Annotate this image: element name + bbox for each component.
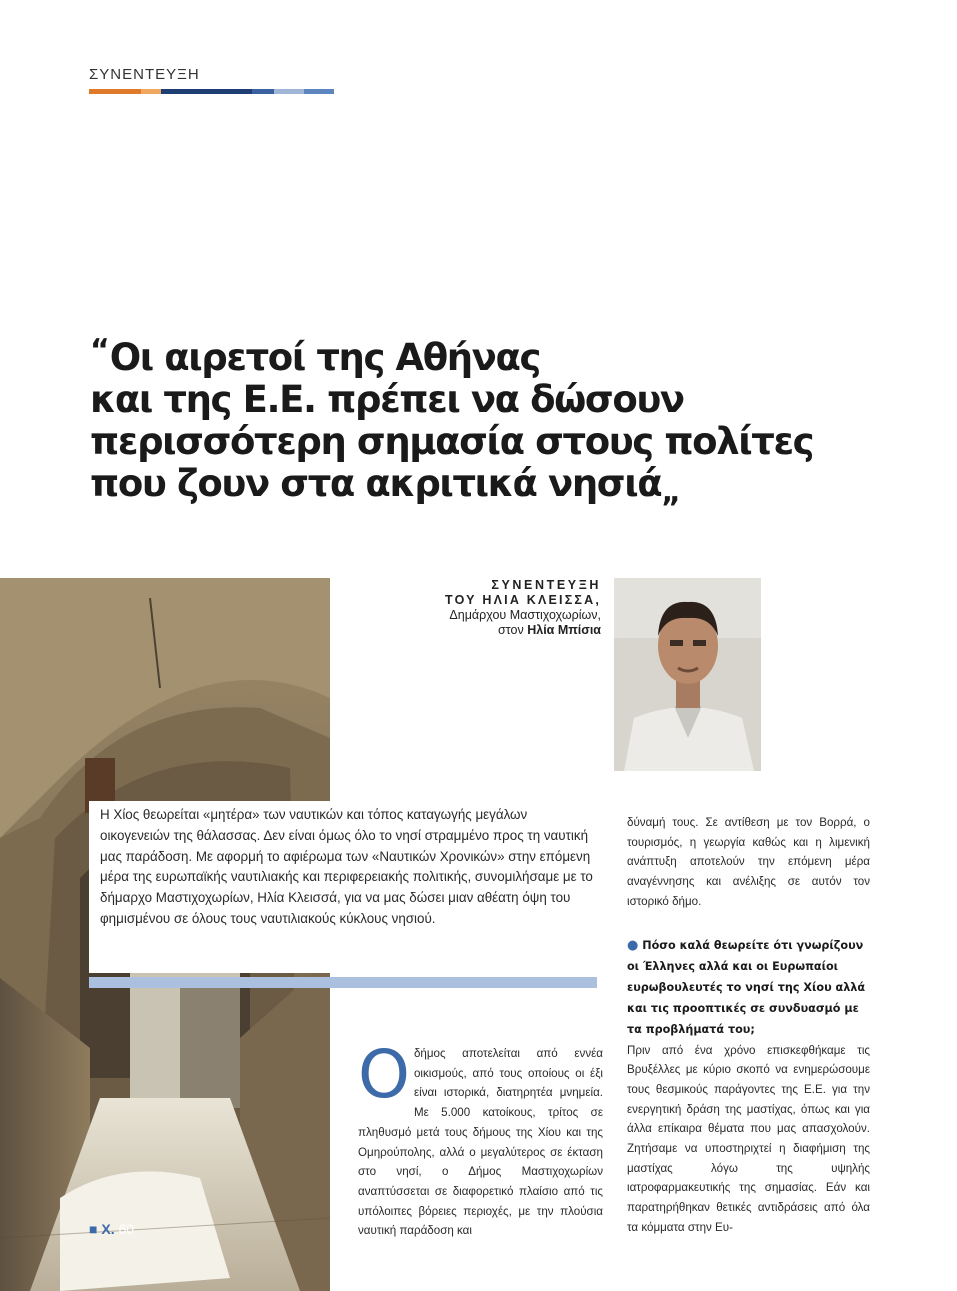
headline-line: “Οι αιρετοί της Αθήνας — [90, 333, 541, 379]
color-bar-segment — [89, 89, 141, 94]
interview-answer: Πριν από ένα χρόνο επισκεφθήκαμε τις Βρυξέλλες με κύριο σκοπό να ενημερώσουμε τους θεσμικούς παράγοντες της Ε.Ε. για την ενεργητική δράση της μαστίχας, όπως και για άλλα επίκαιρα θέματα που μας απασχολούν. Ζητήσαμε να υποστηριχτεί η διαφήμιση της μαστίχας λόγω της υψηλής ιατροφαρμακευτικής της σημασίας. Εάν και παρατηρήθηκαν θετικές αντιδράσεις από όλα τα κόμματα στην Ευ- — [627, 1043, 870, 1234]
dropcap: Ο — [358, 1036, 410, 1113]
section-label: ΣΥΝΕΝΤΕΥΞΗ — [89, 66, 200, 83]
close-quote: „ — [661, 475, 681, 510]
magazine-mark: Χ. — [101, 1221, 115, 1237]
byline-interviewer: στον Ηλία Μπίσια — [498, 623, 601, 637]
byline — [445, 578, 601, 638]
color-bar-segment — [274, 89, 304, 94]
headline-line: περισσότερη σημασία στους πολίτες — [90, 420, 814, 463]
page-number: 60 — [118, 1221, 135, 1237]
color-bar-segment — [141, 89, 161, 94]
body-text: δήμος αποτελείται από εννέα οικισμούς, από τους οποίους οι έξι είναι ιστορικά, διατηρητέα μνημεία. Με 5.000 κατοίκους, τρίτος σε πληθυσμό μετά τους δήμους της Χίου και της Ομηρούπολης, αλλά ο μεγαλύτερος σε έκταση στο νησί, ο Δήμος Μαστιχοχωρίων αναπτύσσεται σε διαφορετικό πλαίσιο από τις υπόλοιπες βόρειες περιοχές, με την πλούσια ναυτική παράδοση και — [358, 1047, 603, 1238]
question-bullet-icon: ● — [627, 937, 639, 953]
interview-question: ● Πόσο καλά θεωρείτε ότι γνωρίζουν οι Έλληνες αλλά και οι Ευρωπαίοι ευρωβουλευτές το νησί της Χίου αλλά και τις προοπτικές σε συνδυασμό με τα προβλήματά του; — [627, 937, 866, 1037]
bullet-icon: ■ — [89, 1221, 98, 1237]
headline — [90, 330, 890, 514]
open-quote: “ — [90, 333, 110, 368]
intro-text: Η Χίος θεωρείται «μητέρα» των ναυτικών και τόπος καταγωγής μεγάλων οικογενειών της θάλασσας. Δεν είναι όμως όλο το νησί στραμμένο προς τη ναυτική μας παράδοση. Με αφορμή το αφιέρωμα των «Ναυτικών Χρονικών» στην επόμενη μέρα της ευρωπαϊκής ναυτιλιακής και περιφερειακής πολιτικής, συνομιλήσαμε με το δήμαρχο Μαστιχοχωρίων, Ηλία Κλεισσά, για να μας δώσει μιαν αθέατη όψη του φημισμένου σε όλους τους ναυτιλιακούς κύκλους νησιού. — [100, 807, 593, 926]
section-color-bar — [89, 89, 334, 94]
color-bar-segment — [252, 89, 274, 94]
color-bar-segment — [161, 89, 252, 94]
byline-name: ΤΟΥ ΗΛΙΑ ΚΛΕΙΣΣΑ, — [444, 593, 601, 607]
intro-rule — [89, 977, 597, 988]
portrait-illustration — [614, 578, 761, 771]
body-text: δύναμή τους. Σε αντίθεση με τον Βορρά, ο τουρισμός, η γεωργία καθώς και η λιμενική ανάπτυξη αποτελούν την επόμενη μέρα αναγέννησης και ανέλιξης σε αυτόν τον ιστορικό δήμο. — [627, 816, 870, 908]
portrait-photo — [614, 578, 761, 771]
body-column-middle — [358, 1036, 603, 1241]
byline-role: Δημάρχου Μαστιχοχωρίων, — [449, 608, 601, 622]
color-bar-segment — [304, 89, 334, 94]
page-footer — [89, 1221, 134, 1237]
byline-kicker: ΣΥΝΕΝΤΕΥΞΗ — [491, 578, 601, 592]
headline-line: που ζουν στα ακριτικά νησιά„ — [90, 462, 681, 510]
headline-line: και της Ε.Ε. πρέπει να δώσουν — [90, 378, 684, 421]
body-column-right — [627, 813, 870, 1238]
